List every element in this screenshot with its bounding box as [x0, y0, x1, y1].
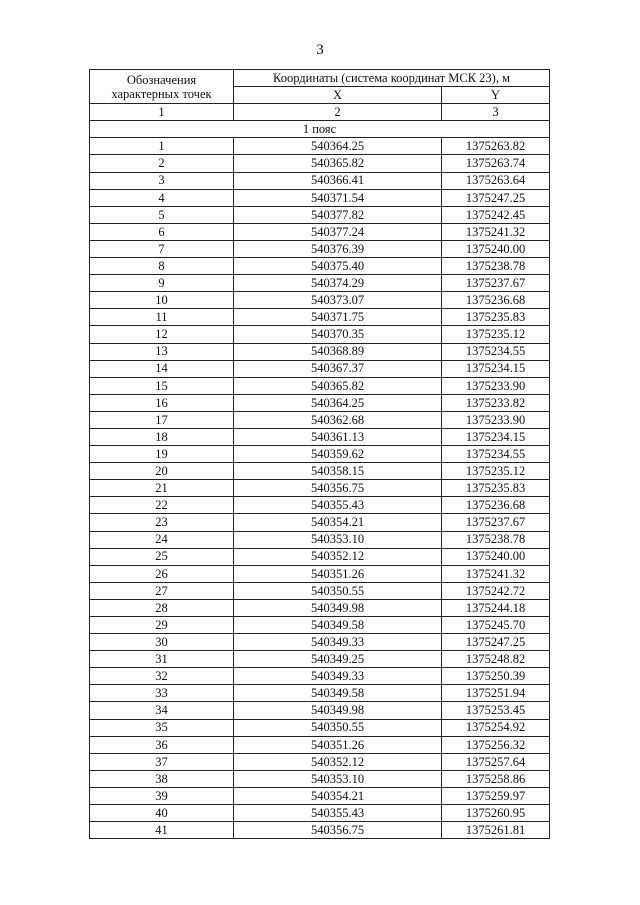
point-number-cell: 29 — [90, 617, 234, 634]
table-row — [90, 377, 550, 394]
y-coordinate-cell: 1375237.67 — [442, 514, 550, 531]
y-coordinate-cell: 1375233.90 — [442, 411, 550, 428]
y-coordinate-cell: 1375257.64 — [442, 753, 550, 770]
point-number-cell: 39 — [90, 787, 234, 804]
y-coordinate-cell: 1375247.25 — [442, 634, 550, 651]
section-label: 1 пояс — [90, 121, 550, 138]
x-coordinate-cell: 540377.24 — [234, 223, 442, 240]
table-row — [90, 617, 550, 634]
header-row-main — [90, 70, 550, 87]
y-coordinate-cell: 1375241.32 — [442, 223, 550, 240]
y-coordinate-cell: 1375242.45 — [442, 206, 550, 223]
y-coordinate-cell: 1375233.82 — [442, 394, 550, 411]
point-number-cell: 26 — [90, 565, 234, 582]
point-designation-header — [90, 70, 234, 104]
x-coordinate-cell: 540367.37 — [234, 360, 442, 377]
x-coordinate-cell: 540355.43 — [234, 805, 442, 822]
point-designation-line2: характерных точек — [111, 86, 212, 101]
x-coordinate-cell: 540349.98 — [234, 599, 442, 616]
col1-number: 1 — [90, 104, 234, 121]
point-number-cell: 7 — [90, 240, 234, 257]
table-row — [90, 155, 550, 172]
table-row — [90, 582, 550, 599]
table-row — [90, 343, 550, 360]
col3-number: 3 — [442, 104, 550, 121]
section-row — [90, 121, 550, 138]
x-coordinate-cell: 540359.62 — [234, 446, 442, 463]
point-number-cell: 9 — [90, 275, 234, 292]
table-row — [90, 189, 550, 206]
point-number-cell: 3 — [90, 172, 234, 189]
point-number-cell: 1 — [90, 138, 234, 155]
x-coordinate-cell: 540361.13 — [234, 428, 442, 445]
point-number-cell: 36 — [90, 736, 234, 753]
point-number-cell: 35 — [90, 719, 234, 736]
table-row — [90, 411, 550, 428]
table-row — [90, 634, 550, 651]
y-coordinate-cell: 1375235.83 — [442, 309, 550, 326]
table-row — [90, 258, 550, 275]
y-coordinate-cell: 1375240.00 — [442, 240, 550, 257]
x-coordinate-cell: 540350.55 — [234, 582, 442, 599]
y-coordinate-cell: 1375236.68 — [442, 497, 550, 514]
point-number-cell: 13 — [90, 343, 234, 360]
table-row — [90, 172, 550, 189]
table-row — [90, 394, 550, 411]
point-number-cell: 14 — [90, 360, 234, 377]
point-number-cell: 4 — [90, 189, 234, 206]
y-coordinate-cell: 1375261.81 — [442, 822, 550, 839]
table-row — [90, 428, 550, 445]
table-row — [90, 497, 550, 514]
y-coordinate-cell: 1375263.74 — [442, 155, 550, 172]
table-row — [90, 531, 550, 548]
y-coordinate-cell: 1375242.72 — [442, 582, 550, 599]
point-number-cell: 27 — [90, 582, 234, 599]
table-row — [90, 514, 550, 531]
point-number-cell: 28 — [90, 599, 234, 616]
table-row — [90, 138, 550, 155]
x-coordinate-cell: 540349.58 — [234, 685, 442, 702]
x-coordinate-cell: 540368.89 — [234, 343, 442, 360]
y-coordinate-cell: 1375238.78 — [442, 258, 550, 275]
y-coordinate-cell: 1375233.90 — [442, 377, 550, 394]
point-number-cell: 2 — [90, 155, 234, 172]
point-number-cell: 16 — [90, 394, 234, 411]
x-coordinate-cell: 540370.35 — [234, 326, 442, 343]
point-number-cell: 30 — [90, 634, 234, 651]
point-number-cell: 12 — [90, 326, 234, 343]
x-coordinate-cell: 540353.10 — [234, 531, 442, 548]
table-row — [90, 240, 550, 257]
table-row — [90, 548, 550, 565]
point-number-cell: 21 — [90, 480, 234, 497]
x-coordinate-cell: 540371.54 — [234, 189, 442, 206]
table-row — [90, 770, 550, 787]
y-coordinate-cell: 1375234.15 — [442, 428, 550, 445]
point-number-cell: 17 — [90, 411, 234, 428]
y-coordinate-cell: 1375251.94 — [442, 685, 550, 702]
y-coordinate-cell: 1375234.15 — [442, 360, 550, 377]
y-coordinate-cell: 1375244.18 — [442, 599, 550, 616]
x-coordinate-cell: 540354.21 — [234, 514, 442, 531]
table-row — [90, 309, 550, 326]
table-row — [90, 275, 550, 292]
table-row — [90, 668, 550, 685]
x-coordinate-cell: 540356.75 — [234, 822, 442, 839]
point-number-cell: 8 — [90, 258, 234, 275]
y-coordinate-cell: 1375236.68 — [442, 292, 550, 309]
point-number-cell: 24 — [90, 531, 234, 548]
point-number-cell: 23 — [90, 514, 234, 531]
point-number-cell: 33 — [90, 685, 234, 702]
y-coordinate-cell: 1375263.64 — [442, 172, 550, 189]
x-coordinate-cell: 540373.07 — [234, 292, 442, 309]
coordinates-header: Координаты (система координат МСК 23), м — [234, 70, 550, 87]
x-coordinate-cell: 540364.25 — [234, 394, 442, 411]
x-coordinate-cell: 540352.12 — [234, 548, 442, 565]
x-coordinate-cell: 540374.29 — [234, 275, 442, 292]
point-number-cell: 25 — [90, 548, 234, 565]
table-row — [90, 736, 550, 753]
col2-number: 2 — [234, 104, 442, 121]
table-row — [90, 702, 550, 719]
x-coordinate-cell: 540364.25 — [234, 138, 442, 155]
x-coordinate-cell: 540371.75 — [234, 309, 442, 326]
point-number-cell: 15 — [90, 377, 234, 394]
x-coordinate-cell: 540349.33 — [234, 668, 442, 685]
x-coordinate-cell: 540375.40 — [234, 258, 442, 275]
y-coordinate-cell: 1375247.25 — [442, 189, 550, 206]
table-row — [90, 753, 550, 770]
table-row — [90, 822, 550, 839]
y-coordinate-cell: 1375256.32 — [442, 736, 550, 753]
x-coordinate-cell: 540354.21 — [234, 787, 442, 804]
x-coordinate-cell: 540351.26 — [234, 736, 442, 753]
x-coordinate-cell: 540362.68 — [234, 411, 442, 428]
y-coordinate-cell: 1375235.83 — [442, 480, 550, 497]
table-row — [90, 446, 550, 463]
table-row — [90, 480, 550, 497]
x-coordinate-cell: 540376.39 — [234, 240, 442, 257]
y-coordinate-cell: 1375250.39 — [442, 668, 550, 685]
y-coordinate-cell: 1375263.82 — [442, 138, 550, 155]
point-number-cell: 37 — [90, 753, 234, 770]
table-row — [90, 463, 550, 480]
point-number-cell: 38 — [90, 770, 234, 787]
table-row — [90, 685, 550, 702]
y-coordinate-cell: 1375248.82 — [442, 651, 550, 668]
y-coordinate-cell: 1375234.55 — [442, 446, 550, 463]
point-number-cell: 34 — [90, 702, 234, 719]
table-row — [90, 360, 550, 377]
point-number-cell: 41 — [90, 822, 234, 839]
y-coordinate-cell: 1375235.12 — [442, 326, 550, 343]
table-row — [90, 805, 550, 822]
table-row — [90, 719, 550, 736]
x-coordinate-cell: 540366.41 — [234, 172, 442, 189]
point-number-cell: 6 — [90, 223, 234, 240]
x-coordinate-cell: 540356.75 — [234, 480, 442, 497]
x-coordinate-cell: 540349.25 — [234, 651, 442, 668]
point-number-cell: 18 — [90, 428, 234, 445]
x-coordinate-cell: 540353.10 — [234, 770, 442, 787]
y-coordinate-cell: 1375237.67 — [442, 275, 550, 292]
x-coordinate-cell: 540377.82 — [234, 206, 442, 223]
y-coordinate-cell: 1375238.78 — [442, 531, 550, 548]
header-row-numbers — [90, 104, 550, 121]
point-number-cell: 19 — [90, 446, 234, 463]
point-number-cell: 40 — [90, 805, 234, 822]
table-row — [90, 292, 550, 309]
table-row — [90, 787, 550, 804]
point-number-cell: 31 — [90, 651, 234, 668]
point-number-cell: 5 — [90, 206, 234, 223]
y-coordinate-cell: 1375253.45 — [442, 702, 550, 719]
x-coordinate-cell: 540349.98 — [234, 702, 442, 719]
point-number-cell: 22 — [90, 497, 234, 514]
point-number-cell: 32 — [90, 668, 234, 685]
page-number: 3 — [316, 42, 324, 58]
y-coordinate-cell: 1375258.86 — [442, 770, 550, 787]
y-coordinate-cell: 1375241.32 — [442, 565, 550, 582]
coordinates-table — [89, 69, 550, 839]
y-coordinate-cell: 1375240.00 — [442, 548, 550, 565]
point-number-cell: 10 — [90, 292, 234, 309]
x-coordinate-cell: 540358.15 — [234, 463, 442, 480]
y-coordinate-cell: 1375234.55 — [442, 343, 550, 360]
table-row — [90, 651, 550, 668]
x-coordinate-cell: 540365.82 — [234, 155, 442, 172]
y-coordinate-cell: 1375259.97 — [442, 787, 550, 804]
table-row — [90, 599, 550, 616]
x-coordinate-cell: 540351.26 — [234, 565, 442, 582]
y-coordinate-cell: 1375235.12 — [442, 463, 550, 480]
x-header: X — [234, 87, 442, 104]
coordinates-table-body — [90, 70, 550, 839]
y-header: Y — [442, 87, 550, 104]
point-designation-line1: Обозначения — [126, 72, 197, 87]
table-row — [90, 206, 550, 223]
y-coordinate-cell: 1375260.95 — [442, 805, 550, 822]
x-coordinate-cell: 540355.43 — [234, 497, 442, 514]
table-row — [90, 223, 550, 240]
table-row — [90, 565, 550, 582]
point-number-cell: 20 — [90, 463, 234, 480]
x-coordinate-cell: 540350.55 — [234, 719, 442, 736]
x-coordinate-cell: 540365.82 — [234, 377, 442, 394]
point-number-cell: 11 — [90, 309, 234, 326]
table-row — [90, 326, 550, 343]
x-coordinate-cell: 540349.33 — [234, 634, 442, 651]
x-coordinate-cell: 540349.58 — [234, 617, 442, 634]
y-coordinate-cell: 1375254.92 — [442, 719, 550, 736]
y-coordinate-cell: 1375245.70 — [442, 617, 550, 634]
x-coordinate-cell: 540352.12 — [234, 753, 442, 770]
